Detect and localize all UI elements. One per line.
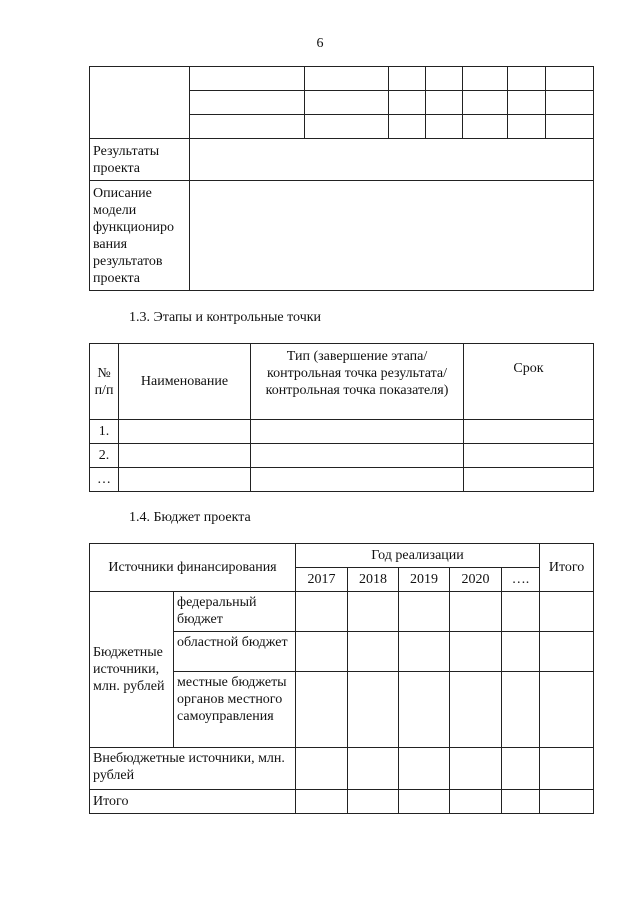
budget-table	[89, 543, 594, 814]
description-value	[190, 181, 594, 291]
budget-group-label: Бюджетные источники, млн. рублей	[90, 592, 174, 748]
federal-budget-label: федеральный бюджет	[174, 592, 296, 632]
description-label: Описание модели функциониро вания результатов проекта	[90, 181, 190, 291]
results-label: Результаты проекта	[90, 139, 190, 181]
local-budget-label: местные бюджеты органов местного самоуправления	[174, 672, 296, 748]
year-2018: 2018	[348, 568, 399, 592]
col-header-sources: Источники финансирования	[90, 544, 296, 592]
row-number: 1.	[90, 420, 119, 444]
regional-budget-label: областной бюджет	[174, 632, 296, 672]
section-heading-1-3: 1.3. Этапы и контрольные точки	[129, 310, 322, 325]
extra-budget-label: Внебюджетные источники, млн. рублей	[90, 748, 296, 790]
year-2020: 2020	[450, 568, 502, 592]
year-more: ….	[502, 568, 540, 592]
year-2017: 2017	[296, 568, 348, 592]
results-value	[190, 139, 594, 181]
row-number: 2.	[90, 444, 119, 468]
col-header-type: Тип (завершение этапа/контрольная точка результата/контрольная точка показателя)	[251, 344, 464, 420]
section-heading-1-4: 1.4. Бюджет проекта	[129, 510, 251, 525]
col-header-total: Итого	[540, 544, 594, 592]
col-header-term: Срок	[464, 344, 594, 420]
empty-cell	[90, 67, 190, 139]
page-number: 6	[316, 36, 324, 51]
stages-table	[89, 343, 594, 492]
project-passport-table	[89, 66, 594, 291]
col-header-name: Наименование	[119, 344, 251, 420]
col-header-num: № п/п	[90, 344, 119, 420]
col-header-year: Год реализации	[296, 544, 540, 568]
row-number: …	[90, 468, 119, 492]
year-2019: 2019	[399, 568, 450, 592]
total-row-label: Итого	[90, 790, 296, 814]
